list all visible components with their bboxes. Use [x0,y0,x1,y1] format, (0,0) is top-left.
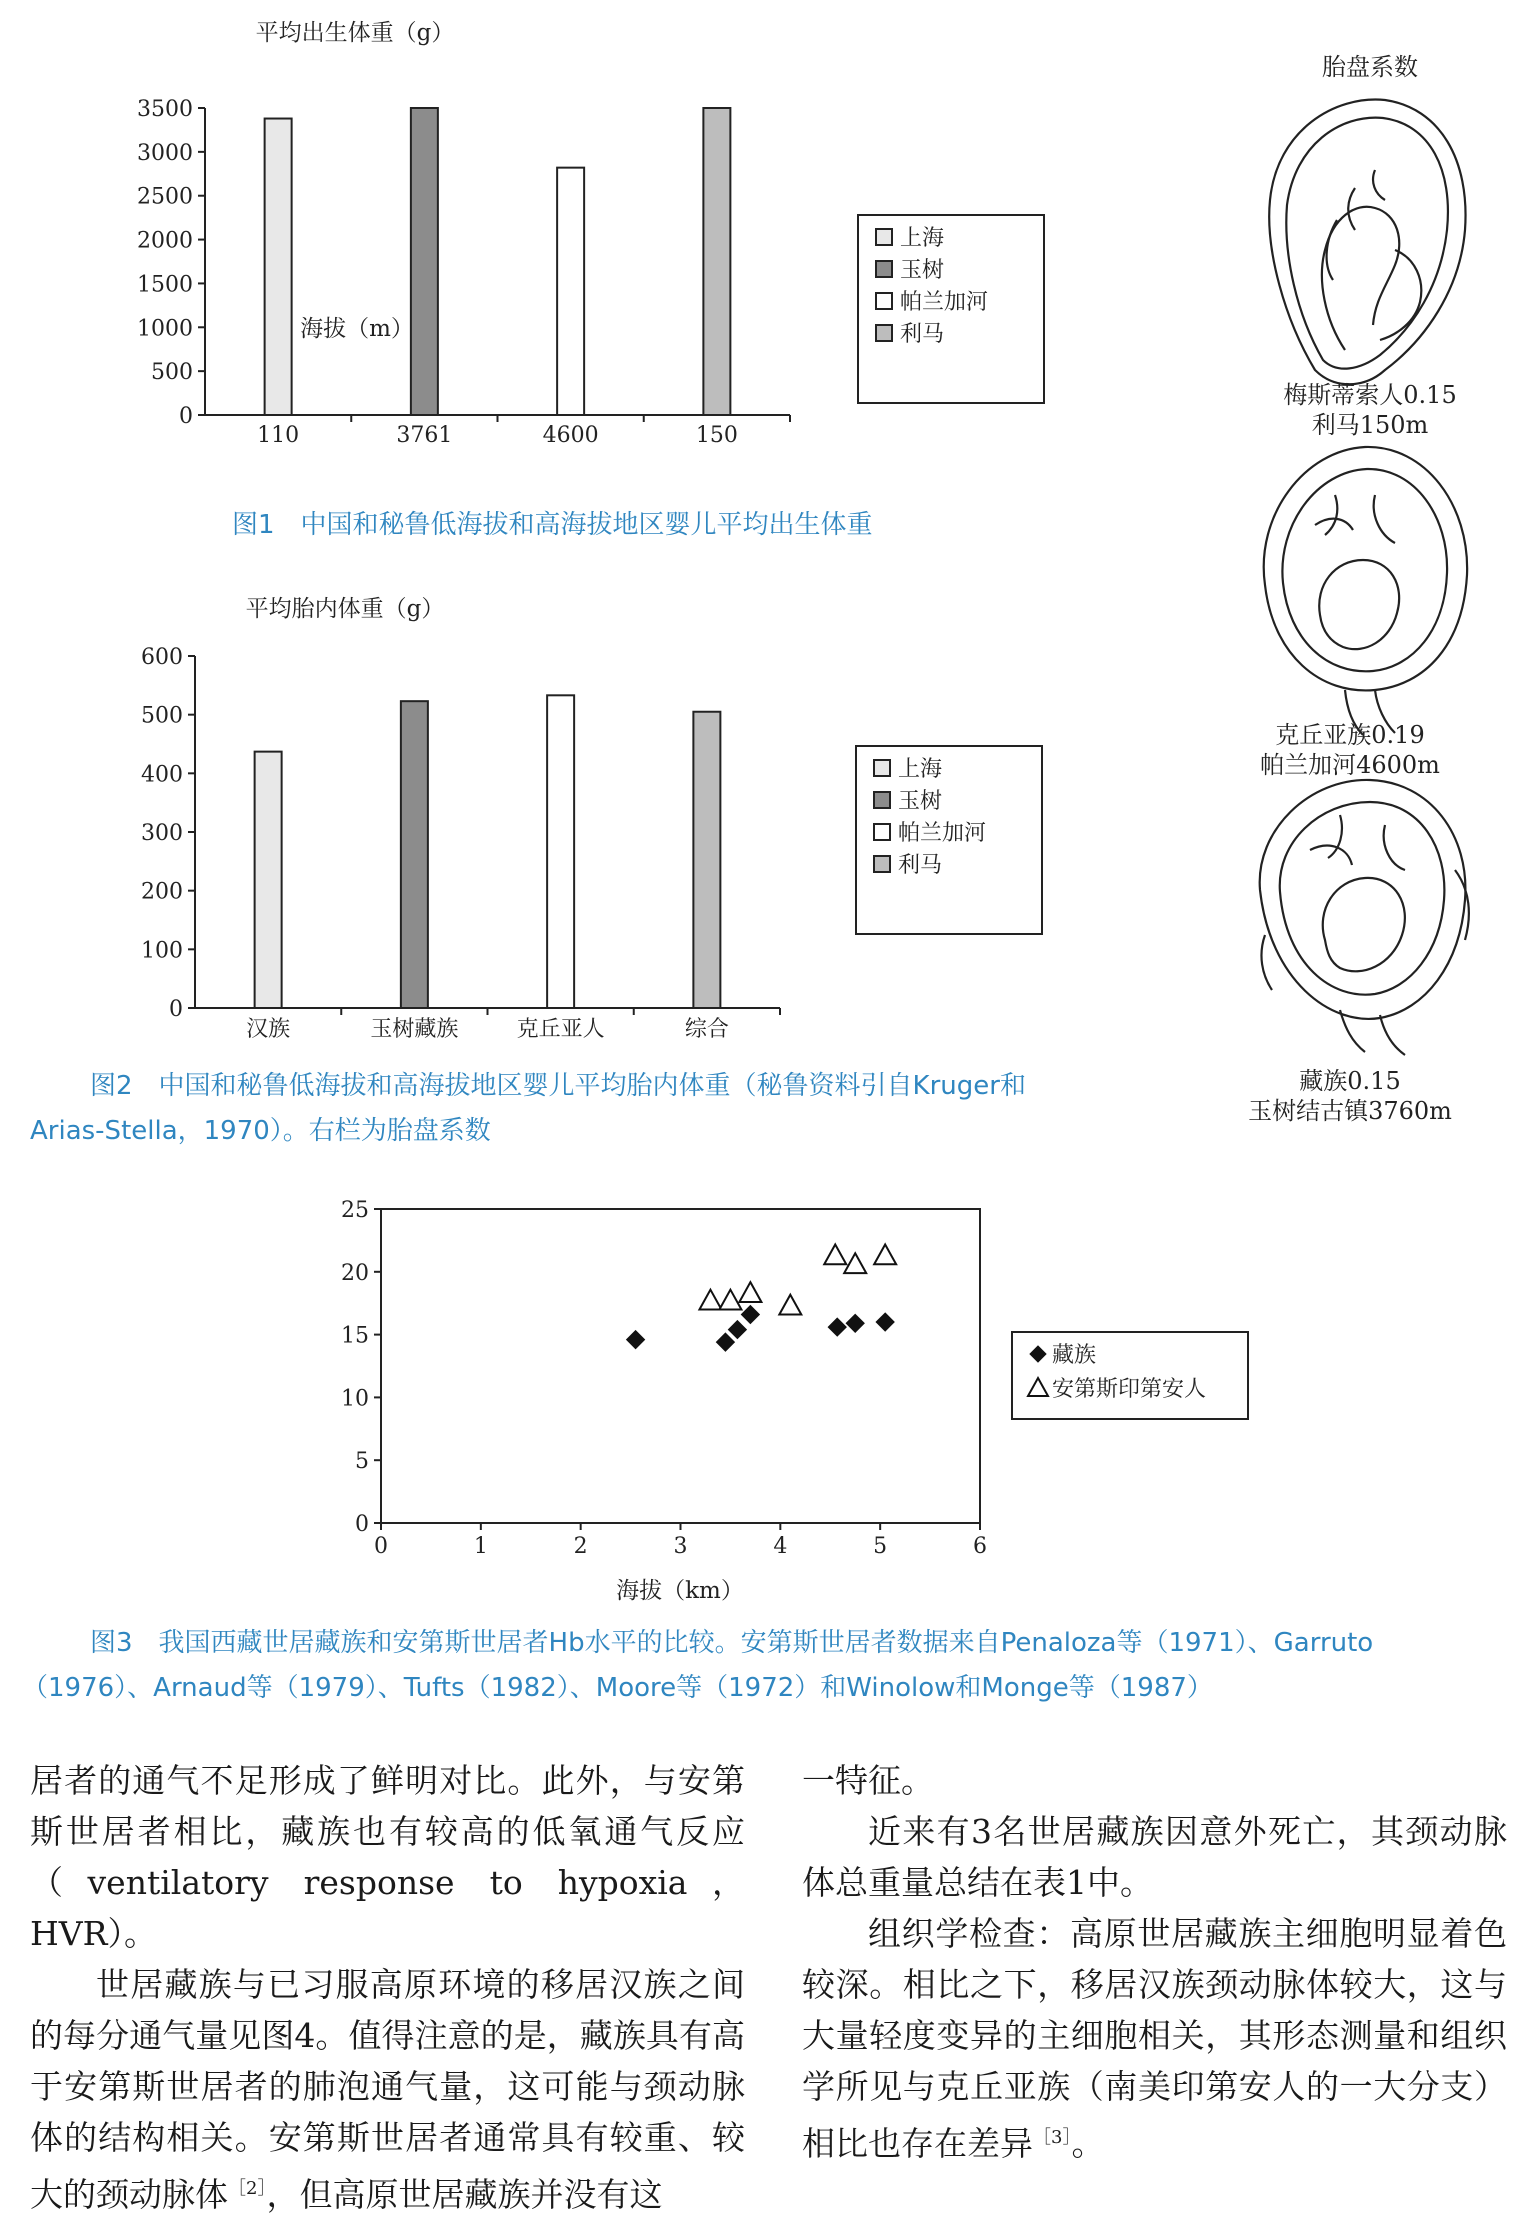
placenta-label-2 [1220,720,1480,780]
fig2-ytick-label: 200 [141,879,183,905]
placenta-label-1-line2: 利马150m [1311,411,1429,439]
fig2-legend-swatch [874,856,890,872]
fig3-ytick-label: 10 [341,1386,369,1412]
fig2-bar [255,752,282,1008]
fig1-legend-label: 利马 [900,322,945,347]
fig3-point-andean [739,1282,761,1302]
body-left-column [30,1755,745,2220]
fig2-ytick-label: 300 [141,821,183,846]
placenta-label-1 [1240,380,1500,440]
fig2-ytick-label: 400 [141,762,183,788]
fig3-xtick-label: 1 [473,1534,488,1559]
body-left-paragraph-2-text: 世居藏族与已习服高原环境的移居汉族之间的每分通气量见图4。值得注意的是，藏族具有高于安第斯世居者的肺泡通气量，这可能与颈动脉体的结构相关。安第斯世居者通常具有较重、较大的颈动脉体 [30,1965,745,2214]
fig2-ytick-label: 500 [141,703,183,729]
fig1-ytick-label: 1000 [137,316,193,342]
fig2-category-label: 汉族 [246,1017,291,1042]
figure2-caption-line1: 图2 中国和秘鲁低海拔和高海拔地区婴儿平均胎内体重（秘鲁资料引自Kruger和 [90,1071,1026,1101]
fig3-legend-label: 藏族 [1052,1343,1097,1368]
fig1-ytick-label: 500 [151,360,193,386]
fig1-ytick-label: 2500 [137,184,193,210]
figure3-xlabel: 海拔（km） [616,1578,744,1604]
figure3-chart [0,1190,1300,1630]
fig3-point-tibetan [716,1333,734,1351]
fig1-legend-swatch [876,293,892,309]
body-right-paragraph-3 [802,1908,1507,2169]
fig3-point-tibetan [741,1306,759,1324]
figure1-caption: 图1 中国和秘鲁低海拔和高海拔地区婴儿平均出生体重 [232,510,873,540]
fig3-point-tibetan [846,1314,864,1332]
fig3-point-tibetan [627,1331,645,1349]
fig2-legend-label: 上海 [898,757,943,782]
fig2-legend-label: 利马 [898,853,943,878]
body-right-paragraph-3-tail: 。 [1071,2124,1105,2163]
fig1-category-label: 3761 [396,423,453,448]
fig1-legend-label: 帕兰加河 [900,290,989,315]
fig2-bar [693,712,720,1008]
fig3-point-andean [874,1244,896,1264]
fig3-point-tibetan [828,1318,846,1336]
placenta-label-3 [1220,1066,1480,1126]
fig1-category-label: 110 [257,423,300,448]
fig1-category-label: 4600 [542,423,599,448]
fig3-point-andean [779,1295,801,1315]
fig1-bar [411,108,438,415]
fig3-point-tibetan [876,1313,894,1331]
fig1-legend-label: 玉树 [900,258,945,283]
figure2-title: 平均胎内体重（g） [245,596,445,622]
fig3-point-andean [824,1244,846,1264]
fig3-ytick-label: 15 [341,1323,369,1349]
figure3-caption-line2: （1976）、Arnaud等（1979）、Tufts（1982）、Moore等（1972）和Winolow和Monge等（1987） [22,1673,1213,1703]
figure1-xlabel: 海拔（m） [300,316,414,342]
fig1-bar [265,119,292,415]
fig2-legend-swatch [874,760,890,776]
body-right-paragraph-1: 一特征。 [802,1761,934,1800]
figure1-title: 平均出生体重（g） [255,20,455,46]
fig2-category-label: 玉树藏族 [370,1017,459,1042]
fig3-point-tibetan [728,1321,746,1339]
body-right-column [802,1755,1507,2169]
fig1-legend-swatch [876,229,892,245]
fig3-xtick-label: 3 [673,1534,688,1559]
fig2-legend-swatch [874,824,890,840]
placenta-label-2-line2: 帕兰加河4600m [1260,751,1440,779]
fig1-category-label: 150 [695,423,738,448]
placenta-drawings [1225,90,1485,1150]
fig3-xtick-label: 0 [374,1534,388,1559]
body-right-paragraph-2: 近来有3名世居藏族因意外死亡，其颈动脉体总重量总结在表1中。 [802,1812,1507,1902]
fig3-ytick-label: 25 [341,1198,369,1223]
fig3-ytick-label: 0 [355,1512,369,1537]
body-left-paragraph-2 [30,1959,745,2220]
fig3-xtick-label: 4 [773,1534,788,1559]
fig2-legend-label: 帕兰加河 [898,821,987,846]
fig3-point-andean [844,1253,866,1273]
fig1-ytick-label: 3500 [137,97,193,122]
figure1-chart [0,0,1100,500]
fig3-xtick-label: 2 [573,1534,588,1559]
fig1-ytick-label: 1500 [137,272,193,298]
fig2-bar [401,701,428,1008]
fig2-ytick-label: 600 [141,645,183,670]
fig1-legend-swatch [876,325,892,341]
fig2-legend-swatch [874,792,890,808]
fig3-ytick-label: 5 [355,1449,369,1475]
fig2-ytick-label: 100 [141,938,183,964]
figure2-caption-line2: Arias-Stella，1970）。右栏为胎盘系数 [30,1116,491,1146]
fig3-legend-label: 安第斯印第安人 [1052,1377,1207,1402]
fig2-category-label: 克丘亚人 [516,1017,605,1042]
fig3-ytick-label: 20 [341,1260,369,1286]
placenta-label-3-line1: 藏族0.15 [1299,1067,1401,1095]
fig2-legend-label: 玉树 [898,789,943,814]
fig1-bar [703,108,730,415]
figure3-caption-line1: 图3 我国西藏世居藏族和安第斯世居者Hb水平的比较。安第斯世居者数据来自Penaloza等（1971）、Garruto [90,1628,1374,1658]
body-left-ref: ［2］ [228,2178,267,2199]
fig3-point-andean [699,1290,721,1310]
fig2-category-label: 综合 [684,1017,729,1042]
fig3-xtick-label: 6 [973,1534,987,1559]
placenta-label-1-line1: 梅斯蒂索人0.15 [1283,381,1457,409]
fig3-legend [1012,1332,1248,1419]
placenta-diagram-2 [1264,447,1467,735]
placenta-label-2-line1: 克丘亚族0.19 [1275,721,1425,749]
body-right-paragraph-3-text: 组织学检查：高原世居藏族主细胞明显着色较深。相比之下，移居汉族颈动脉体较大，这与大量轻度变异的主细胞相关，其形态测量和组织学所见与克丘亚族（南美印第安人的一大分支）相比也存在差异 [802,1914,1507,2163]
placenta-diagram-3 [1260,780,1469,1055]
fig3-point-andean [719,1290,741,1310]
fig1-legend-swatch [876,261,892,277]
fig1-bar [557,168,584,415]
body-left-paragraph-2-tail: ，但高原世居藏族并没有这 [266,2175,663,2214]
fig1-ytick-label: 2000 [137,228,193,254]
fig2-ytick-label: 0 [169,997,183,1022]
body-left-paragraph-1: 居者的通气不足形成了鲜明对比。此外，与安第斯世居者相比，藏族也有较高的低氧通气反应（ventilatory response to hypoxia，HVR）。 [30,1761,745,1953]
fig1-legend-label: 上海 [900,226,945,251]
fig2-bar [547,695,574,1008]
fig3-xtick-label: 5 [873,1534,888,1559]
placenta-title: 胎盘系数 [1322,53,1418,81]
fig1-ytick-label: 3000 [137,140,193,166]
fig1-ytick-label: 0 [179,404,193,429]
body-right-ref: ［3］ [1033,2127,1072,2148]
placenta-label-3-line2: 玉树结古镇3760m [1248,1097,1452,1125]
figure2-chart [0,580,1100,1140]
placenta-diagram-1 [1269,100,1465,385]
